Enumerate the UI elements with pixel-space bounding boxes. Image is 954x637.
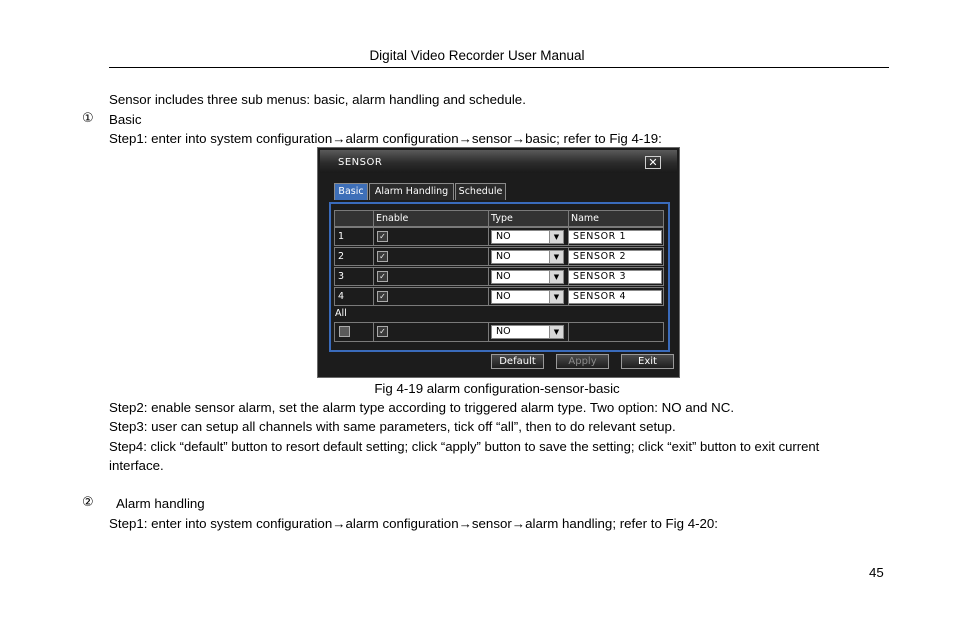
all-type-value: NO: [496, 326, 511, 337]
step-2: Step2: enable sensor alarm, set the alarm type according to triggered alarm type. Two option: NO and NC.: [109, 400, 735, 415]
all-label: All: [335, 308, 347, 319]
all-select-checkbox[interactable]: [339, 326, 350, 337]
type-select[interactable]: [491, 290, 564, 304]
row-number: 1: [338, 231, 345, 242]
chevron-down-icon: ▼: [549, 271, 563, 283]
sensor-dialog: [317, 147, 680, 378]
step-3: Step3: user can setup all channels with same parameters, tick off “all”, then to do relevant setup.: [109, 419, 676, 434]
type-value: NO: [496, 231, 511, 242]
chevron-down-icon: ▼: [549, 251, 563, 263]
default-button[interactable]: Default: [491, 354, 544, 369]
all-enable-checkbox[interactable]: ✓: [377, 326, 388, 337]
table-header-row: [334, 210, 664, 227]
step-4-line-2: interface.: [109, 458, 164, 473]
page-header-title: Digital Video Recorder User Manual: [369, 48, 585, 63]
apply-button[interactable]: Apply: [556, 354, 609, 369]
enable-checkbox[interactable]: ✓: [377, 271, 388, 282]
tab-basic[interactable]: Basic: [334, 183, 368, 200]
row-number: 4: [338, 291, 345, 302]
table-row: [334, 267, 664, 286]
intro-paragraph: Sensor includes three sub menus: basic, alarm handling and schedule.: [109, 92, 526, 107]
section-1-marker: ①: [82, 111, 94, 126]
header-divider: [109, 67, 889, 68]
all-row: [334, 322, 664, 342]
type-value: NO: [496, 271, 511, 282]
section-2-title: Alarm handling: [116, 496, 205, 511]
enable-checkbox[interactable]: ✓: [377, 251, 388, 262]
section-2-step1: Step1: enter into system configuration→alarm configuration→sensor→alarm handling; refer to Fig 4-20:: [109, 516, 719, 531]
type-value: NO: [496, 251, 511, 262]
table-row: [334, 287, 664, 306]
section-1-title: Basic: [109, 112, 142, 127]
enable-checkbox[interactable]: ✓: [377, 231, 388, 242]
section-2-marker: ②: [82, 495, 94, 510]
all-type-select[interactable]: [491, 325, 564, 339]
figure-caption: Fig 4-19 alarm configuration-sensor-basic: [374, 381, 620, 396]
name-field[interactable]: SENSOR 1: [568, 230, 662, 244]
name-field[interactable]: SENSOR 4: [568, 290, 662, 304]
table-row: [334, 227, 664, 246]
type-select[interactable]: [491, 270, 564, 284]
type-select[interactable]: [491, 230, 564, 244]
chevron-down-icon: ▼: [549, 291, 563, 303]
step-4-line-1: Step4: click “default” button to resort default setting; click “apply” button to save the setting; click “exit” button to exit current: [109, 439, 820, 454]
column-header-name: Name: [571, 213, 600, 224]
section-1-step1: Step1: enter into system configuration→alarm configuration→sensor→basic; refer to Fig 4-19:: [109, 131, 662, 146]
tab-alarm-handling[interactable]: Alarm Handling: [369, 183, 454, 200]
exit-button[interactable]: Exit: [621, 354, 674, 369]
column-header-enable: Enable: [376, 213, 409, 224]
name-field[interactable]: SENSOR 2: [568, 250, 662, 264]
type-select[interactable]: [491, 250, 564, 264]
column-header-type: Type: [491, 213, 513, 224]
row-number: 2: [338, 251, 345, 262]
enable-checkbox[interactable]: ✓: [377, 291, 388, 302]
tab-schedule[interactable]: Schedule: [455, 183, 506, 200]
dialog-title: SENSOR: [338, 157, 383, 168]
dialog-titlebar: [320, 150, 677, 173]
close-icon[interactable]: ✕: [645, 156, 661, 169]
page-number: 45: [869, 565, 884, 580]
table-row: [334, 247, 664, 266]
name-field[interactable]: SENSOR 3: [568, 270, 662, 284]
chevron-down-icon: ▼: [549, 326, 563, 338]
type-value: NO: [496, 291, 511, 302]
row-number: 3: [338, 271, 345, 282]
chevron-down-icon: ▼: [549, 231, 563, 243]
